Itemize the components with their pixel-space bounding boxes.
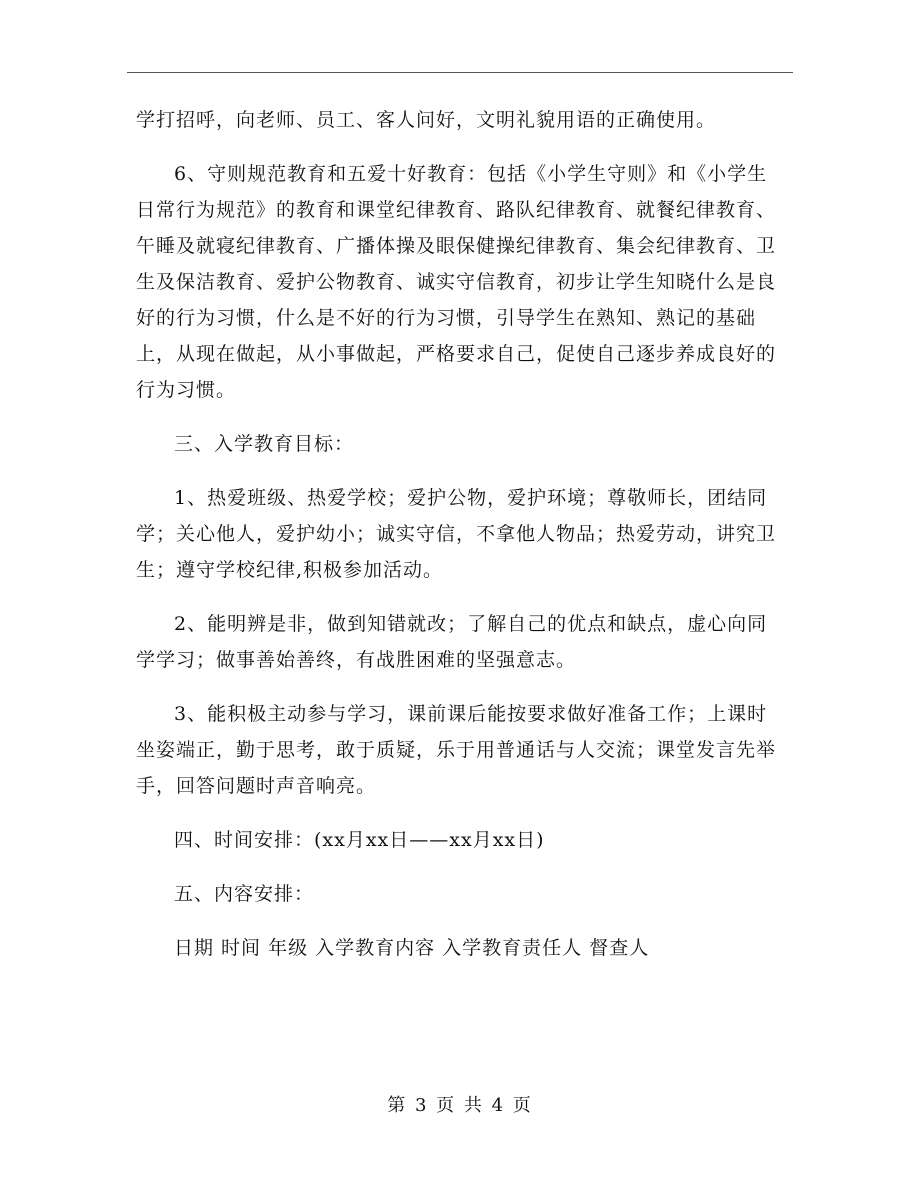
paragraph-rules-education: 6、守则规范教育和五爱十好教育：包括《小学生守则》和《小学生日常行为规范》的教育和课堂纪律教育、路队纪律教育、就餐纪律教育、午睡及就寝纪律教育、广播体操及眼保健操纪律教育、集会纪律教育、卫生及保洁教育、爱护公物教育、诚实守信教育，初步让学生知晓什么是良好的行为习惯，什么是不好的行为习惯，引导学生在熟知、熟记的基础上，从现在做起，从小事做起，严格要求自己，促使自己逐步养成良好的行为习惯。 (136, 163, 777, 401)
header-rule (127, 72, 793, 73)
paragraph-goal-1: 1、热爱班级、热爱学校；爱护公物，爱护环境；尊敬师长，团结同学；关心他人，爱护幼小；诚实守信，不拿他人物品；热爱劳动，讲究卫生；遵守学校纪律,积极参加活动。 (136, 487, 777, 581)
table-header-row: 日期 时间 年级 入学教育内容 入学教育责任人 督查人 (174, 937, 650, 959)
paragraph-greeting: 学打招呼，向老师、员工、客人问好，文明礼貌用语的正确使用。 (136, 109, 717, 131)
page-number: 第 3 页 共 4 页 (387, 1095, 533, 1116)
heading-schedule: 四、时间安排：(xx月xx日——xx月xx日) (174, 829, 545, 851)
document-body (136, 102, 786, 984)
heading-content-arrangement: 五、内容安排： (174, 883, 315, 905)
heading-goals: 三、入学教育目标： (174, 433, 355, 455)
paragraph-goal-2: 2、能明辨是非，做到知错就改；了解自己的优点和缺点，虚心向同学学习；做事善始善终，有战胜困难的坚强意志。 (136, 613, 768, 671)
paragraph-goal-3: 3、能积极主动参与学习，课前课后能按要求做好准备工作；上课时坐姿端正，勤于思考，敢于质疑，乐于用普通话与人交流；课堂发言先举手，回答问题时声音响亮。 (136, 703, 777, 797)
